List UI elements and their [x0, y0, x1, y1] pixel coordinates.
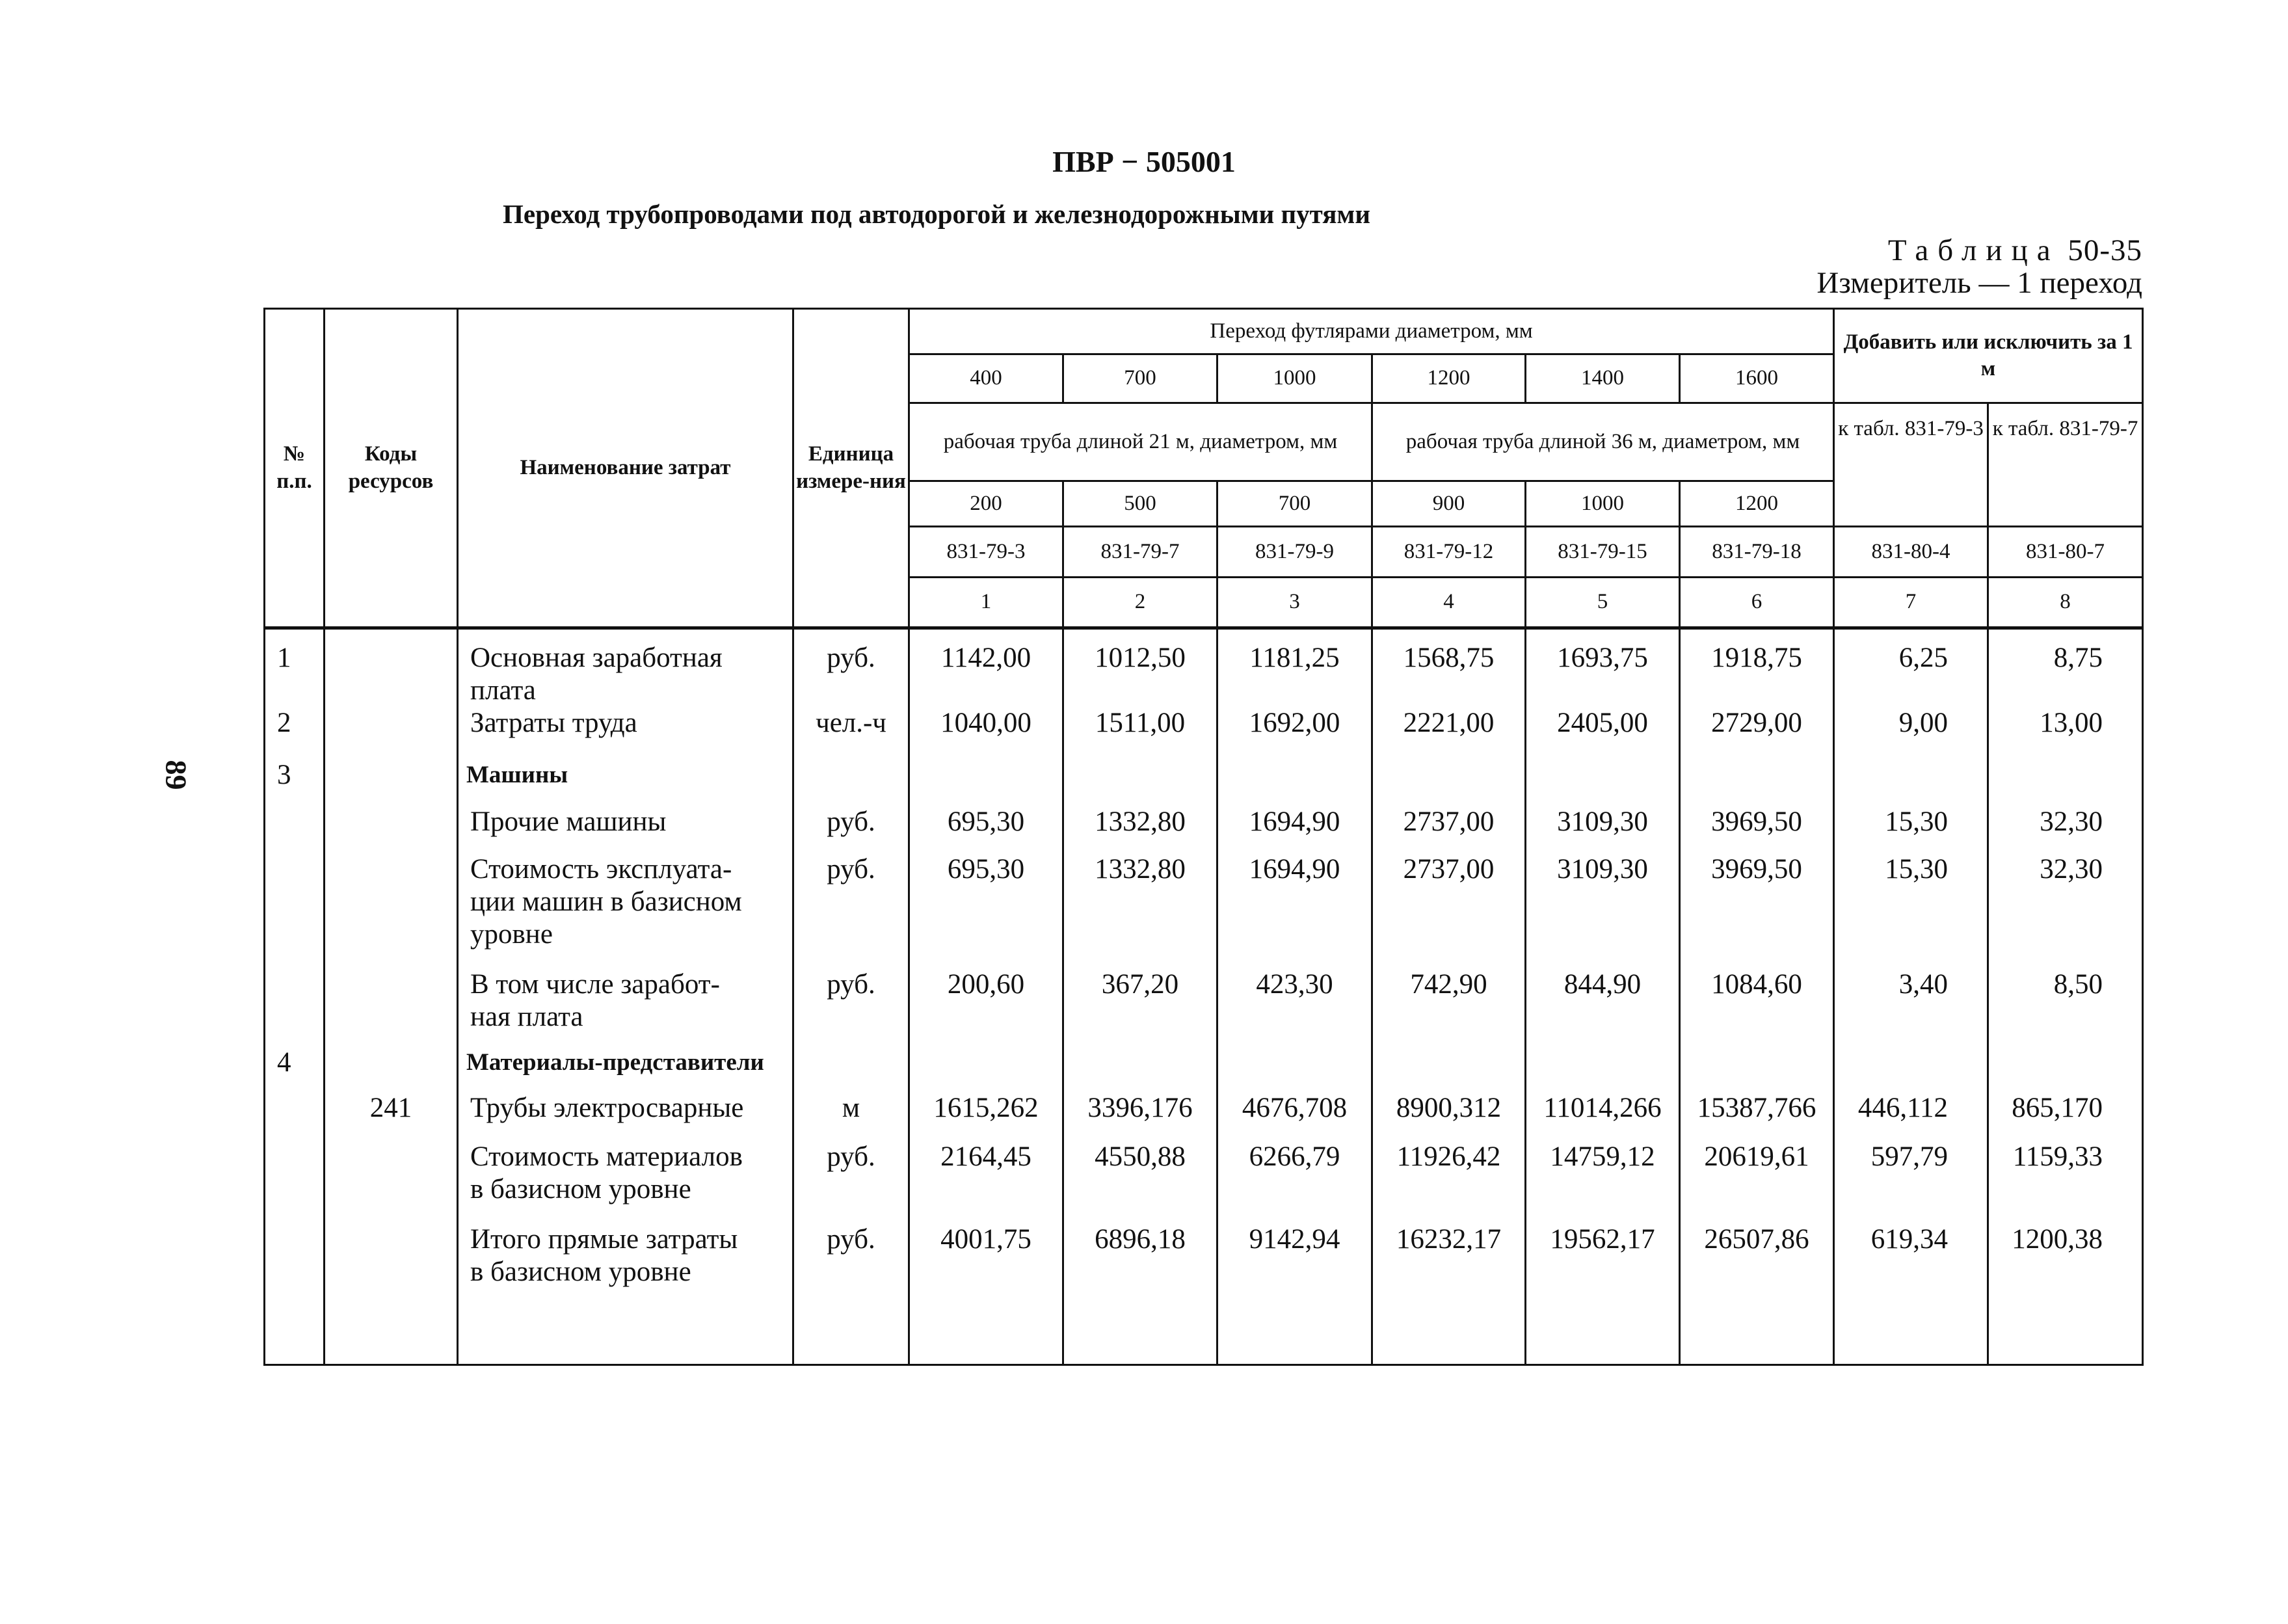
cell-value: 3109,30 [1557, 806, 1648, 837]
cell-value: 8900,312 [1396, 1093, 1502, 1123]
cost-name: Стоимость эксплуата- [470, 854, 732, 885]
column-unit [793, 628, 909, 1365]
document-title: Переход трубопроводами под автодорогой и железнодорожными путями [503, 199, 1370, 229]
cost-name: в базисном уровне [470, 1174, 691, 1205]
cost-name: в базисном уровне [470, 1257, 691, 1287]
cell-value: 3109,30 [1557, 854, 1648, 885]
cell-value: 8,75 [2053, 643, 2103, 673]
cost-name: Трубы электросварные [470, 1093, 744, 1123]
column-number: 4 [1372, 578, 1526, 628]
table-ref: 831-79-18 [1680, 527, 1834, 578]
table-ref: 831-79-15 [1526, 527, 1680, 578]
cell-value: 1511,00 [1095, 708, 1186, 738]
column-number: 7 [1834, 578, 1988, 628]
cell-value: 1693,75 [1557, 643, 1648, 673]
table-ref: 831-79-3 [909, 527, 1063, 578]
table-label-word: Таблица [1887, 233, 2060, 267]
header-to-table-2: к табл. 831-79-7 [1988, 403, 2143, 527]
cell-value: 8,50 [2053, 969, 2103, 1000]
cell-value: 20619,61 [1704, 1141, 1809, 1172]
row-number: 2 [277, 708, 291, 738]
table-ref: 831-80-4 [1834, 527, 1988, 578]
cost-name: Итого прямые затраты [470, 1224, 738, 1255]
cell-value: 6266,79 [1249, 1141, 1340, 1172]
column-value-6 [1680, 628, 1834, 1365]
unit-value: чел.-ч [816, 708, 886, 738]
cell-value: 16232,17 [1396, 1224, 1502, 1255]
header-unit: Единица измере-ния [793, 309, 909, 628]
header-pipe-36m: рабочая труба длиной 36 м, диаметром, мм [1372, 403, 1834, 481]
header-add: Добавить или исключить за 1 м [1834, 309, 2143, 403]
cell-value: 6,25 [1898, 643, 1949, 673]
cell-value: 1918,75 [1711, 643, 1802, 673]
column-name [458, 628, 793, 1365]
cell-value: 32,30 [2040, 806, 2103, 837]
cell-value: 11926,42 [1396, 1141, 1501, 1172]
cell-value: 3969,50 [1711, 806, 1802, 837]
casing-diam: 1600 [1680, 354, 1834, 403]
document-code: ПВР − 505001 [1052, 145, 1236, 178]
column-value-2 [1063, 628, 1217, 1365]
cell-value: 1159,33 [2012, 1141, 2103, 1172]
unit-value: руб. [827, 854, 875, 885]
cell-value: 2164,45 [940, 1141, 1031, 1172]
cell-value: 1142,00 [940, 643, 1031, 673]
table-ref: 831-79-7 [1063, 527, 1217, 578]
cost-name: уровне [470, 919, 553, 950]
cell-value: 15,30 [1885, 854, 1949, 885]
header-pipe-21m: рабочая труба длиной 21 м, диаметром, мм [909, 403, 1372, 481]
cell-value: 9142,94 [1249, 1224, 1340, 1255]
casing-diam: 400 [909, 354, 1063, 403]
cost-name: Прочие машины [470, 806, 667, 837]
cell-value: 1692,00 [1249, 708, 1340, 738]
cell-value: 15387,766 [1697, 1093, 1816, 1123]
row-number: 4 [277, 1047, 291, 1078]
table-ref: 831-79-9 [1217, 527, 1372, 578]
header-name: Наименование затрат [458, 309, 793, 628]
cell-value: 1694,90 [1249, 806, 1340, 837]
unit-value: руб. [827, 1141, 875, 1172]
cost-name: Стоимость материалов [470, 1141, 743, 1172]
cost-name: Основная заработная [470, 643, 723, 673]
header-num: № п.п. [265, 309, 325, 628]
cell-value: 1200,38 [2012, 1224, 2103, 1255]
cell-value: 9,00 [1898, 708, 1949, 738]
pipe-diam: 1200 [1680, 481, 1834, 527]
cell-value: 1615,262 [933, 1093, 1039, 1123]
section-heading: Машины [466, 762, 568, 788]
unit-value: руб. [827, 1224, 875, 1255]
cell-value: 742,90 [1410, 969, 1487, 1000]
section-heading: Материалы-представители [466, 1049, 764, 1076]
cell-value: 865,170 [2012, 1093, 2103, 1123]
column-value-3 [1217, 628, 1372, 1365]
cell-value: 3,40 [1898, 969, 1949, 1000]
cost-table [263, 308, 2144, 1366]
cell-value: 1084,60 [1711, 969, 1802, 1000]
cell-value: 2737,00 [1403, 806, 1495, 837]
table-label-number: 50-35 [2068, 233, 2142, 267]
header-casing: Переход футлярами диаметром, мм [909, 309, 1834, 354]
cell-value: 1012,50 [1095, 643, 1186, 673]
cell-value: 1694,90 [1249, 854, 1340, 885]
cost-name: ная плата [470, 1002, 583, 1032]
column-code [325, 628, 458, 1365]
column-number: 2 [1063, 578, 1217, 628]
cell-value: 3396,176 [1087, 1093, 1193, 1123]
table-ref: 831-80-7 [1988, 527, 2143, 578]
casing-diam: 700 [1063, 354, 1217, 403]
cell-value: 14759,12 [1550, 1141, 1655, 1172]
cell-value: 423,30 [1256, 969, 1333, 1000]
cell-value: 695,30 [947, 806, 1025, 837]
row-number: 1 [277, 643, 291, 673]
pipe-diam: 700 [1217, 481, 1372, 527]
cell-value: 32,30 [2040, 854, 2103, 885]
cell-value: 844,90 [1563, 969, 1642, 1000]
column-value-1 [909, 628, 1063, 1365]
cell-value: 4676,708 [1242, 1093, 1348, 1123]
casing-diam: 1400 [1526, 354, 1680, 403]
cell-value: 26507,86 [1704, 1224, 1809, 1255]
cost-name: ции машин в базисном [470, 886, 742, 917]
cell-value: 3969,50 [1711, 854, 1802, 885]
cell-value: 367,20 [1101, 969, 1179, 1000]
resource-code: 241 [369, 1093, 412, 1123]
pipe-diam: 900 [1372, 481, 1526, 527]
cell-value: 1332,80 [1095, 806, 1186, 837]
cell-value: 4001,75 [940, 1224, 1031, 1255]
unit-value: руб. [827, 806, 875, 837]
cell-value: 13,00 [2040, 708, 2103, 738]
column-number: 8 [1988, 578, 2143, 628]
cost-name: плата [470, 675, 536, 706]
column-value-4 [1372, 628, 1526, 1365]
column-number: 1 [909, 578, 1063, 628]
cell-value: 6896,18 [1095, 1224, 1186, 1255]
cell-value: 200,60 [947, 969, 1025, 1000]
table-label [1888, 233, 2142, 268]
page-number: 89 [159, 760, 193, 790]
unit-value: руб. [827, 969, 875, 1000]
table-ref: 831-79-12 [1372, 527, 1526, 578]
cell-value: 1332,80 [1095, 854, 1186, 885]
cell-value: 4550,88 [1095, 1141, 1186, 1172]
column-number: 5 [1526, 578, 1680, 628]
pipe-diam: 1000 [1526, 481, 1680, 527]
unit-value: руб. [827, 643, 875, 673]
cost-name: Затраты труда [470, 708, 637, 738]
column-number: 6 [1680, 578, 1834, 628]
column-value-8 [1988, 628, 2143, 1365]
cell-value: 19562,17 [1550, 1224, 1655, 1255]
column-value-5 [1526, 628, 1680, 1365]
table-unit: Измеритель — 1 переход [1816, 266, 2142, 300]
cell-value: 11014,266 [1543, 1093, 1662, 1123]
cell-value: 1181,25 [1249, 643, 1340, 673]
cell-value: 2737,00 [1403, 854, 1495, 885]
column-value-7 [1834, 628, 1988, 1365]
column-number: 3 [1217, 578, 1372, 628]
cell-value: 2221,00 [1403, 708, 1495, 738]
cell-value: 1568,75 [1403, 643, 1495, 673]
cell-value: 2405,00 [1557, 708, 1648, 738]
cell-value: 2729,00 [1711, 708, 1802, 738]
column-num [265, 628, 325, 1365]
cell-value: 1040,00 [940, 708, 1031, 738]
cell-value: 695,30 [947, 854, 1025, 885]
header-code: Коды ресурсов [325, 309, 458, 628]
cell-value: 597,79 [1870, 1141, 1949, 1172]
row-number: 3 [277, 760, 291, 790]
pipe-diam: 200 [909, 481, 1063, 527]
cell-value: 619,34 [1870, 1224, 1949, 1255]
cell-value: 15,30 [1885, 806, 1949, 837]
header-to-table-1: к табл. 831-79-3 [1834, 403, 1988, 527]
cost-name: В том числе заработ- [470, 969, 720, 1000]
unit-value: м [842, 1093, 860, 1123]
casing-diam: 1200 [1372, 354, 1526, 403]
pipe-diam: 500 [1063, 481, 1217, 527]
casing-diam: 1000 [1217, 354, 1372, 403]
cell-value: 446,112 [1857, 1093, 1949, 1123]
